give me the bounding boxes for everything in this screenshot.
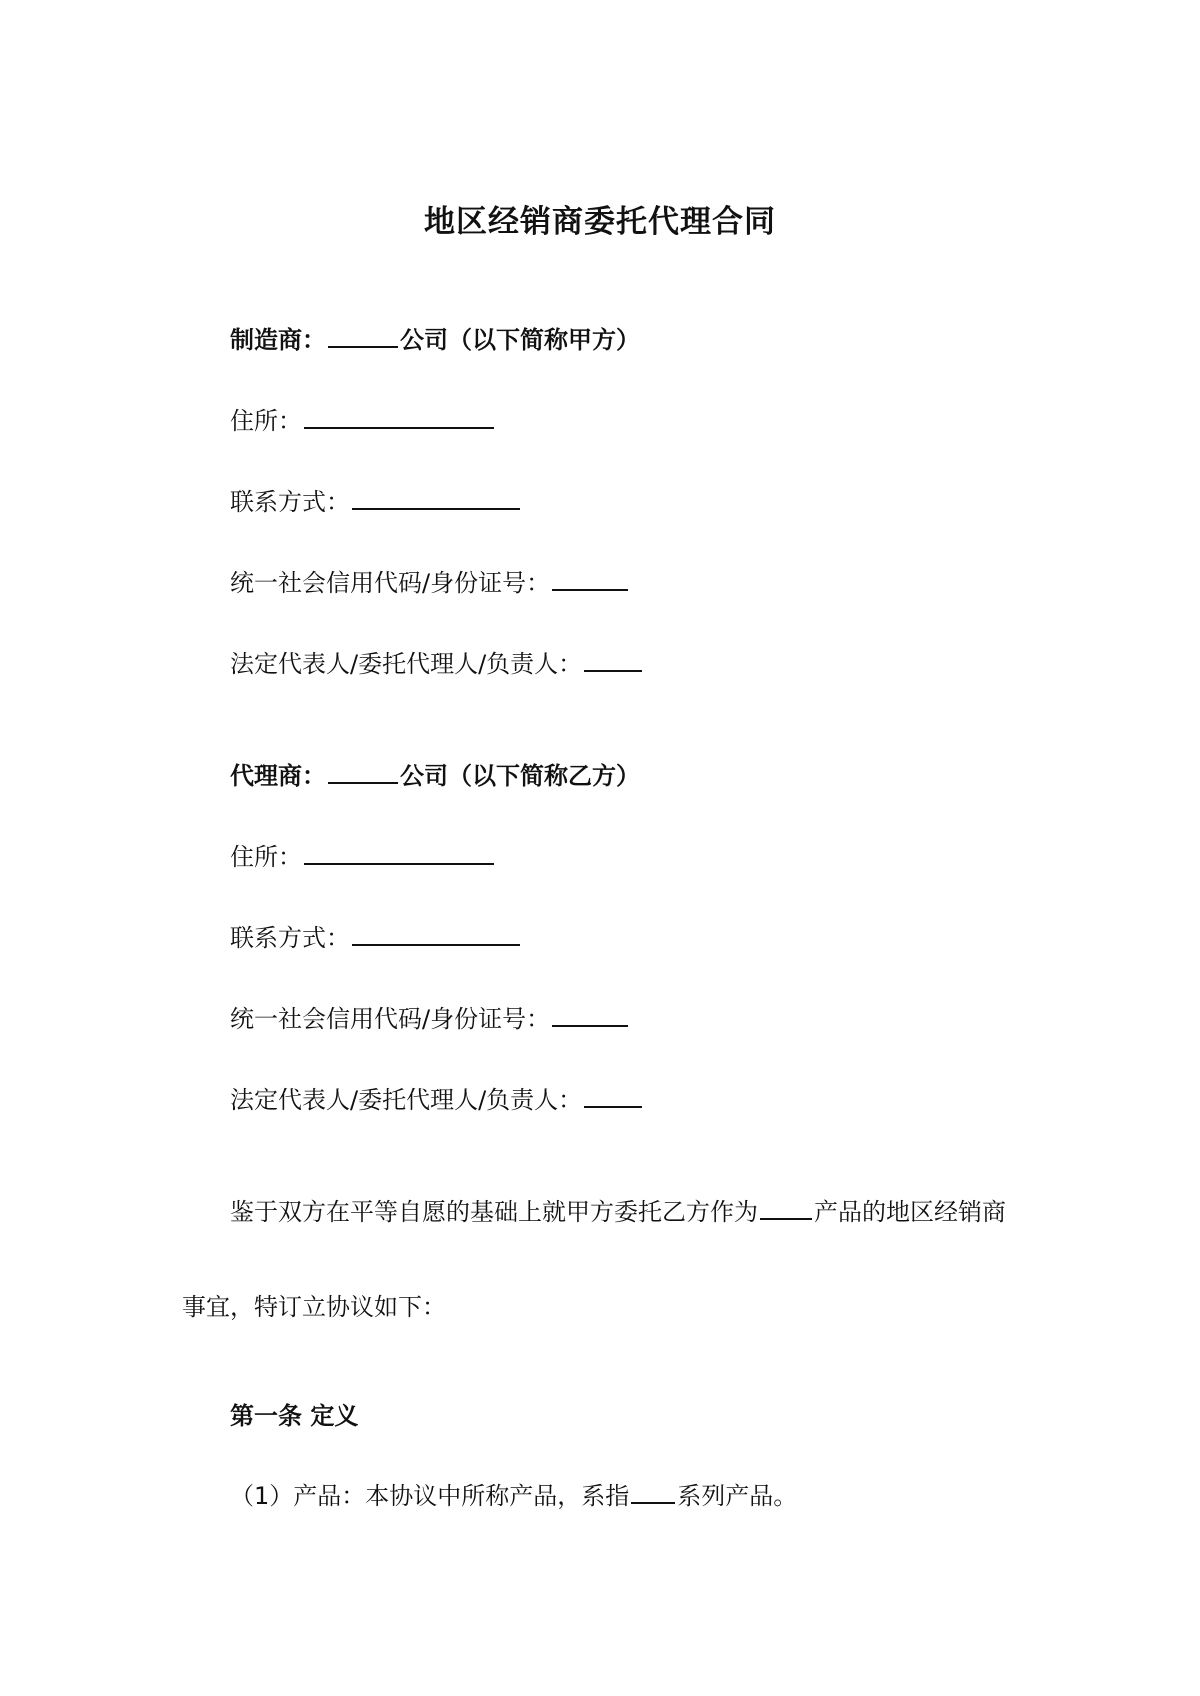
party-a-representative [230, 647, 644, 681]
article-1-item-1 [230, 1479, 797, 1513]
party-a-contact [230, 485, 522, 519]
party-b-contact-blank[interactable] [352, 922, 520, 946]
party-b-address [230, 840, 496, 874]
party-a-representative-label: 法定代表人/委托代理人/负责人： [230, 650, 583, 678]
article-1-heading: 第一条 定义 [230, 1402, 359, 1430]
recital-text-after: 产品的地区经销商 [814, 1198, 1006, 1226]
party-b-company-suffix: 公司（以下简称乙方） [400, 762, 640, 790]
party-b-contact [230, 921, 522, 955]
recital-line-2: 事宜，特订立协议如下： [182, 1293, 446, 1321]
party-b-representative-label: 法定代表人/委托代理人/负责人： [230, 1086, 583, 1114]
party-b-credit-code [230, 1002, 630, 1036]
document-title: 地区经销商委托代理合同 [424, 204, 776, 240]
party-a-label: 制造商： [230, 326, 326, 354]
party-b-company-blank[interactable] [328, 760, 398, 784]
party-a-credit-code-blank[interactable] [552, 567, 628, 591]
recital-text-before: 鉴于双方在平等自愿的基础上就甲方委托乙方作为 [230, 1198, 758, 1226]
recital-product-blank[interactable] [760, 1196, 812, 1220]
article-1-series-blank[interactable] [631, 1480, 675, 1504]
party-a-contact-label: 联系方式： [230, 488, 350, 516]
party-a-representative-blank[interactable] [584, 648, 642, 672]
party-a-company-blank[interactable] [328, 324, 398, 348]
recital-line-1 [230, 1195, 1006, 1229]
party-a-credit-code [230, 566, 630, 600]
party-a-address-label: 住所： [230, 407, 302, 435]
party-b-contact-label: 联系方式： [230, 924, 350, 952]
party-a-address-blank[interactable] [304, 405, 494, 429]
article-1-item-1-before: （1）产品：本协议中所称产品，系指 [230, 1482, 630, 1510]
party-a-credit-code-label: 统一社会信用代码/身份证号： [230, 569, 551, 597]
party-a-address [230, 404, 496, 438]
party-a-contact-blank[interactable] [352, 486, 520, 510]
party-b-address-label: 住所： [230, 843, 302, 871]
party-b-credit-code-label: 统一社会信用代码/身份证号： [230, 1005, 551, 1033]
party-a-line [230, 323, 640, 357]
party-a-company-suffix: 公司（以下简称甲方） [400, 326, 640, 354]
article-1-item-1-after: 系列产品。 [677, 1482, 798, 1510]
party-b-representative-blank[interactable] [584, 1084, 642, 1108]
party-b-representative [230, 1083, 644, 1117]
party-b-address-blank[interactable] [304, 841, 494, 865]
party-b-label: 代理商： [230, 762, 326, 790]
party-b-line [230, 759, 640, 793]
party-b-credit-code-blank[interactable] [552, 1003, 628, 1027]
